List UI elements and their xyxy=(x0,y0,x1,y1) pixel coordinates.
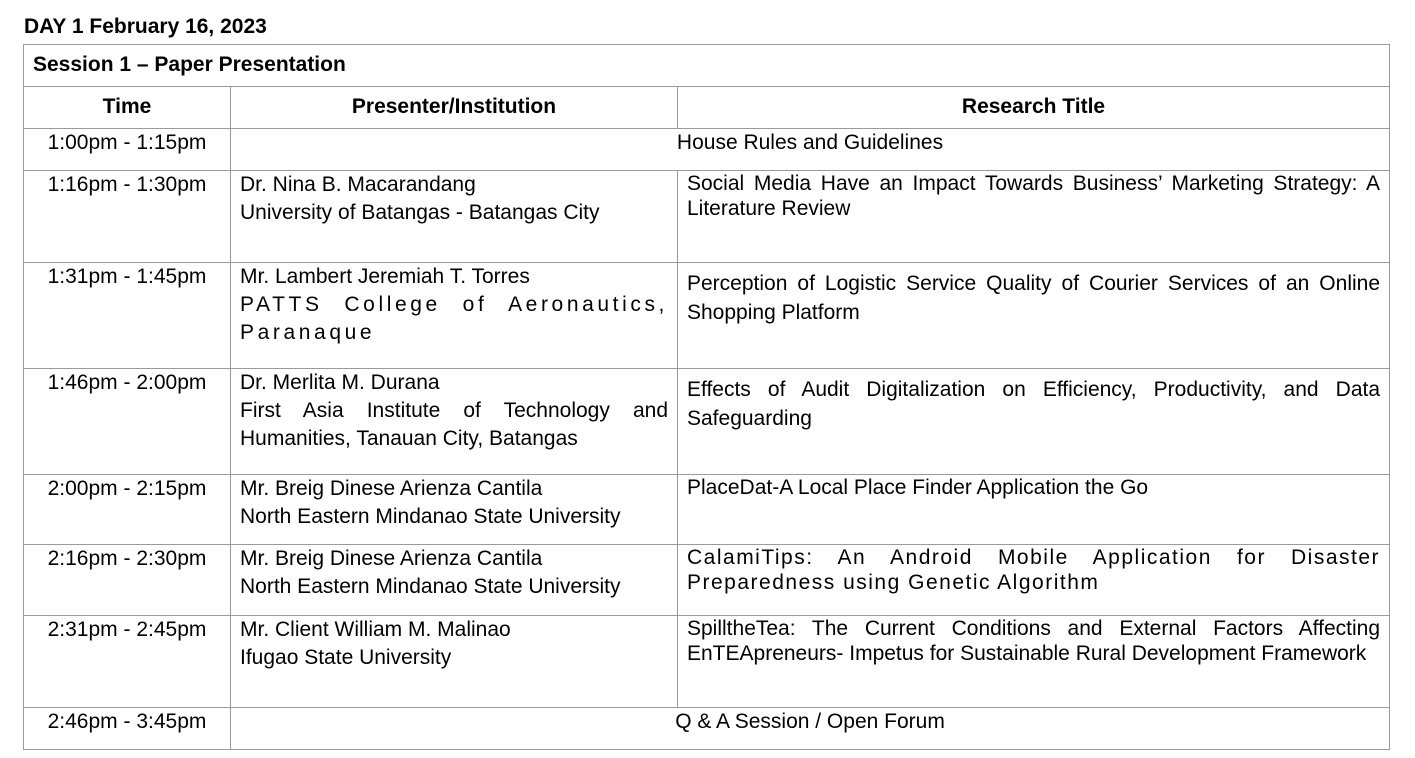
presenter-name: Mr. Lambert Jeremiah T. Torres xyxy=(240,265,530,288)
time-cell: 1:16pm - 1:30pm xyxy=(24,171,231,263)
time-cell: 2:00pm - 2:15pm xyxy=(24,475,231,545)
research-title: Effects of Audit Digitalization on Efficiency, Productivity, and Data Safeguarding xyxy=(678,369,1390,475)
column-header-title: Research Title xyxy=(678,87,1390,129)
header-row xyxy=(24,87,1390,129)
table-row xyxy=(24,129,1390,171)
time-cell: 1:46pm - 2:00pm xyxy=(24,369,231,475)
presenter-cell xyxy=(231,475,678,545)
table-row xyxy=(24,475,1390,545)
time-cell: 2:46pm - 3:45pm xyxy=(24,708,231,750)
presenter-cell xyxy=(231,616,678,708)
presenter-cell xyxy=(231,171,678,263)
presenter-institution: Ifugao State University xyxy=(240,646,452,669)
table-row xyxy=(24,171,1390,263)
presenter-name: Dr. Nina B. Macarandang xyxy=(240,173,476,196)
presenter-institution: First Asia Institute of Technology and Humanities, Tanauan City, Batangas xyxy=(240,399,668,450)
time-cell: 2:16pm - 2:30pm xyxy=(24,545,231,616)
schedule-table xyxy=(23,44,1390,750)
research-title: CalamiTips: An Android Mobile Application for Disaster Preparedness using Genetic Algorithm xyxy=(678,545,1390,616)
table-row xyxy=(24,708,1390,750)
activity-cell: Q & A Session / Open Forum xyxy=(231,708,1390,750)
time-cell: 1:00pm - 1:15pm xyxy=(24,129,231,171)
session-title: Session 1 – Paper Presentation xyxy=(24,45,1390,87)
presenter-cell xyxy=(231,545,678,616)
research-title: Social Media Have an Impact Towards Business’ Marketing Strategy: A Literature Review xyxy=(678,171,1390,263)
presenter-cell xyxy=(231,369,678,475)
presenter-name: Mr. Breig Dinese Arienza Cantila xyxy=(240,477,543,500)
presenter-name: Mr. Client William M. Malinao xyxy=(240,618,511,641)
day-heading: DAY 1 February 16, 2023 xyxy=(24,15,267,38)
table-row xyxy=(24,545,1390,616)
table-row xyxy=(24,616,1390,708)
presenter-cell xyxy=(231,263,678,369)
time-cell: 1:31pm - 1:45pm xyxy=(24,263,231,369)
research-title: Perception of Logistic Service Quality of Courier Services of an Online Shopping Platform xyxy=(678,263,1390,369)
session-row xyxy=(24,45,1390,87)
table-row xyxy=(24,263,1390,369)
presenter-name: Mr. Breig Dinese Arienza Cantila xyxy=(240,547,543,570)
column-header-time: Time xyxy=(24,87,231,129)
presenter-institution: University of Batangas - Batangas City xyxy=(240,201,600,224)
presenter-name: Dr. Merlita M. Durana xyxy=(240,371,440,394)
table-row xyxy=(24,369,1390,475)
presenter-institution: PATTS College of Aeronautics, Paranaque xyxy=(240,293,668,344)
presenter-institution: North Eastern Mindanao State University xyxy=(240,505,621,528)
research-title: SpilltheTea: The Current Conditions and External Factors Affecting EnTEApreneurs- Impetus for Sustainable Rural Development Framework xyxy=(678,616,1390,708)
column-header-presenter: Presenter/Institution xyxy=(231,87,678,129)
activity-cell: House Rules and Guidelines xyxy=(231,129,1390,171)
time-cell: 2:31pm - 2:45pm xyxy=(24,616,231,708)
presenter-institution: North Eastern Mindanao State University xyxy=(240,575,621,598)
research-title: PlaceDat-A Local Place Finder Application the Go xyxy=(678,475,1390,545)
